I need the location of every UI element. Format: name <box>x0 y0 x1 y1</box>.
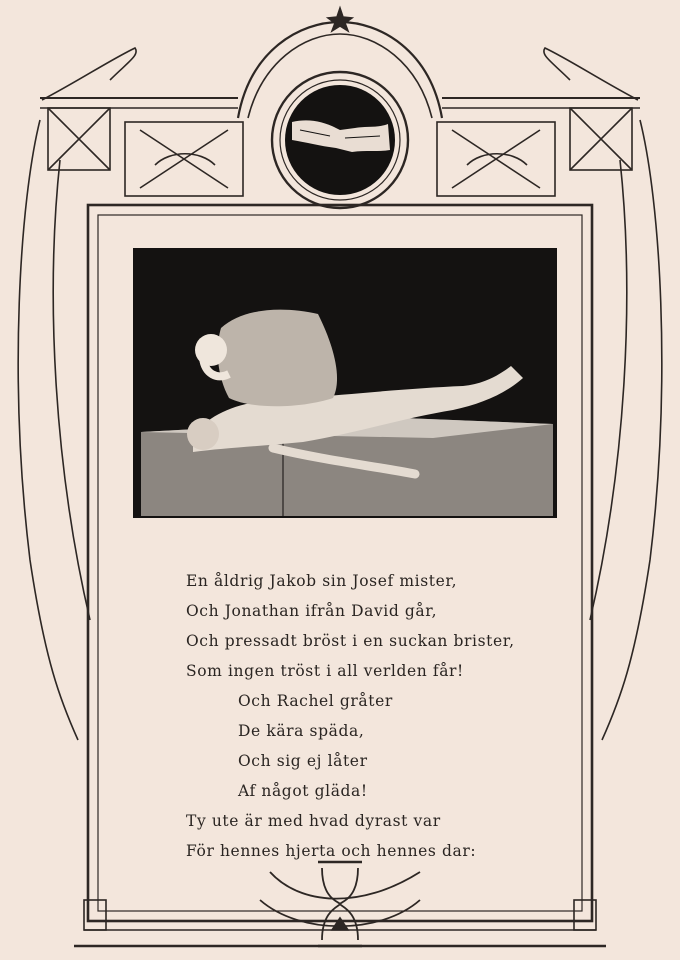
poem-line: Och pressadt bröst i en suckan brister, <box>186 632 515 650</box>
poem-line: Och Jonathan ifrån David går, <box>186 602 438 620</box>
poem-line: Och Rachel gråter <box>238 692 393 710</box>
poem-line: De kära späda, <box>238 722 365 740</box>
poem <box>186 566 546 866</box>
engraving-illustration <box>133 248 557 518</box>
poem-line: Som ingen tröst i all verlden får! <box>186 662 464 680</box>
poem-line: En åldrig Jakob sin Josef mister, <box>186 572 458 590</box>
poem-line: Af något glädа! <box>238 782 368 800</box>
poem-line: För hennes hjerta och hennes dar: <box>186 842 477 860</box>
poem-line: Ty ute är med hvad dyrast var <box>186 812 441 830</box>
poem-line: Och sig ej låter <box>238 752 368 770</box>
